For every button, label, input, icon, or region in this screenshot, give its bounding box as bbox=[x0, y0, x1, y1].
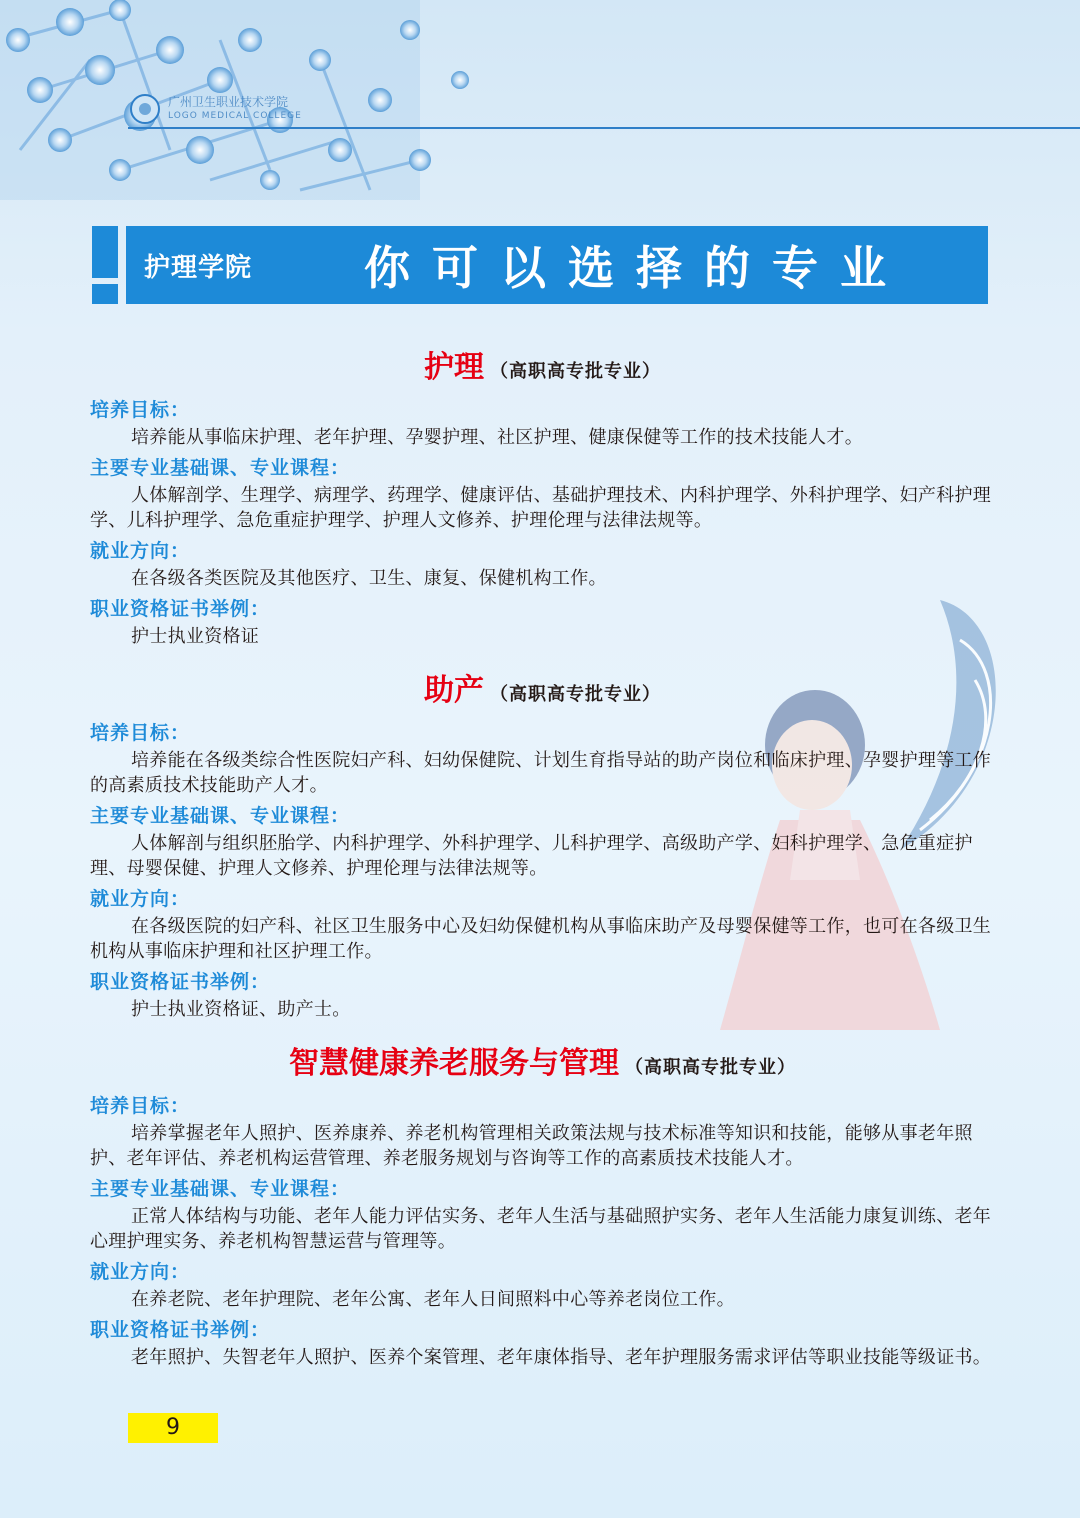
major-block bbox=[90, 1040, 995, 1370]
college-emblem-icon bbox=[130, 94, 160, 124]
section-label: 职业资格证书举例： bbox=[90, 971, 271, 993]
banner-decoration bbox=[92, 284, 118, 304]
section-label: 主要专业基础课、专业课程： bbox=[90, 1178, 351, 1200]
section-text: 在各级各类医院及其他医疗、卫生、康复、保健机构工作。 bbox=[131, 568, 607, 589]
section-label: 主要专业基础课、专业课程： bbox=[90, 457, 351, 479]
section-label: 就业方向： bbox=[90, 1261, 191, 1283]
section-label: 职业资格证书举例： bbox=[90, 1319, 271, 1341]
section-label: 就业方向： bbox=[90, 540, 191, 562]
section-label: 就业方向： bbox=[90, 888, 191, 910]
dna-background-art bbox=[0, 0, 1080, 260]
department-name: 护理学院 bbox=[144, 252, 253, 283]
section-text: 正常人体结构与功能、老年人能力评估实务、老年人生活与基础照护实务、老年人生活能力康复训练、老年心理护理实务、养老机构智慧运营与管理等。 bbox=[90, 1206, 992, 1252]
major-tag: （高职高专批专业） bbox=[625, 1057, 796, 1078]
section-label: 培养目标： bbox=[90, 722, 191, 744]
major-name: 护理 bbox=[424, 350, 484, 385]
section-text: 培养掌握老年人照护、医养康养、养老机构管理相关政策法规与技术标准等知识和技能，能够从事老年照护、老年评估、养老机构运营管理、养老服务规划与咨询等工作的高素质技术技能人才。 bbox=[90, 1123, 973, 1169]
section-text: 人体解剖与组织胚胎学、内科护理学、外科护理学、儿科护理学、高级助产学、妇科护理学、急危重症护理、母婴保健、护理人文修养、护理伦理与法律法规等。 bbox=[90, 833, 973, 879]
page-title: 你可以选择的专业 bbox=[364, 241, 908, 295]
major-title bbox=[90, 667, 995, 719]
major-name: 助产 bbox=[424, 673, 484, 708]
major-tag: （高职高专批专业） bbox=[490, 361, 661, 382]
section-text: 老年照护、失智老年人照护、医养个案管理、老年康体指导、老年护理服务需求评估等职业技能等级证书。 bbox=[131, 1347, 992, 1368]
section-label: 职业资格证书举例： bbox=[90, 598, 271, 620]
section-label: 主要专业基础课、专业课程： bbox=[90, 805, 351, 827]
section-text: 护士执业资格证 bbox=[131, 626, 260, 647]
major-tag: （高职高专批专业） bbox=[490, 684, 661, 705]
section-text: 人体解剖学、生理学、病理学、药理学、健康评估、基础护理技术、内科护理学、外科护理学、妇产科护理学、儿科护理学、急危重症护理学、护理人文修养、护理伦理与法律法规等。 bbox=[90, 485, 992, 531]
section-text: 培养能在各级类综合性医院妇产科、妇幼保健院、计划生育指导站的助产岗位和临床护理、孕婴护理等工作的高素质技术技能助产人才。 bbox=[90, 750, 992, 796]
section-banner bbox=[126, 226, 988, 304]
section-text: 培养能从事临床护理、老年护理、孕婴护理、社区护理、健康保健等工作的技术技能人才。 bbox=[131, 427, 863, 448]
section-label: 培养目标： bbox=[90, 1095, 191, 1117]
section-text: 护士执业资格证、助产士。 bbox=[131, 999, 351, 1020]
major-block bbox=[90, 667, 995, 1022]
logo-text-cn: 广州卫生职业技术学院 bbox=[168, 95, 289, 109]
page-number: 9 bbox=[128, 1413, 218, 1443]
section-label: 培养目标： bbox=[90, 399, 191, 421]
header-rule bbox=[128, 127, 1080, 129]
major-title bbox=[90, 344, 995, 396]
section-text: 在养老院、老年护理院、老年公寓、老年人日间照料中心等养老岗位工作。 bbox=[131, 1289, 735, 1310]
major-title bbox=[90, 1040, 995, 1092]
major-block bbox=[90, 344, 995, 649]
college-logo bbox=[130, 94, 302, 124]
banner-decoration bbox=[92, 226, 118, 278]
majors-content bbox=[90, 344, 995, 1388]
major-name: 智慧健康养老服务与管理 bbox=[289, 1046, 619, 1081]
section-text: 在各级医院的妇产科、社区卫生服务中心及妇幼保健机构从事临床助产及母婴保健等工作，也可在各级卫生机构从事临床护理和社区护理工作。 bbox=[90, 916, 992, 962]
logo-text-en: LOGO MEDICAL COLLEGE bbox=[168, 111, 302, 121]
